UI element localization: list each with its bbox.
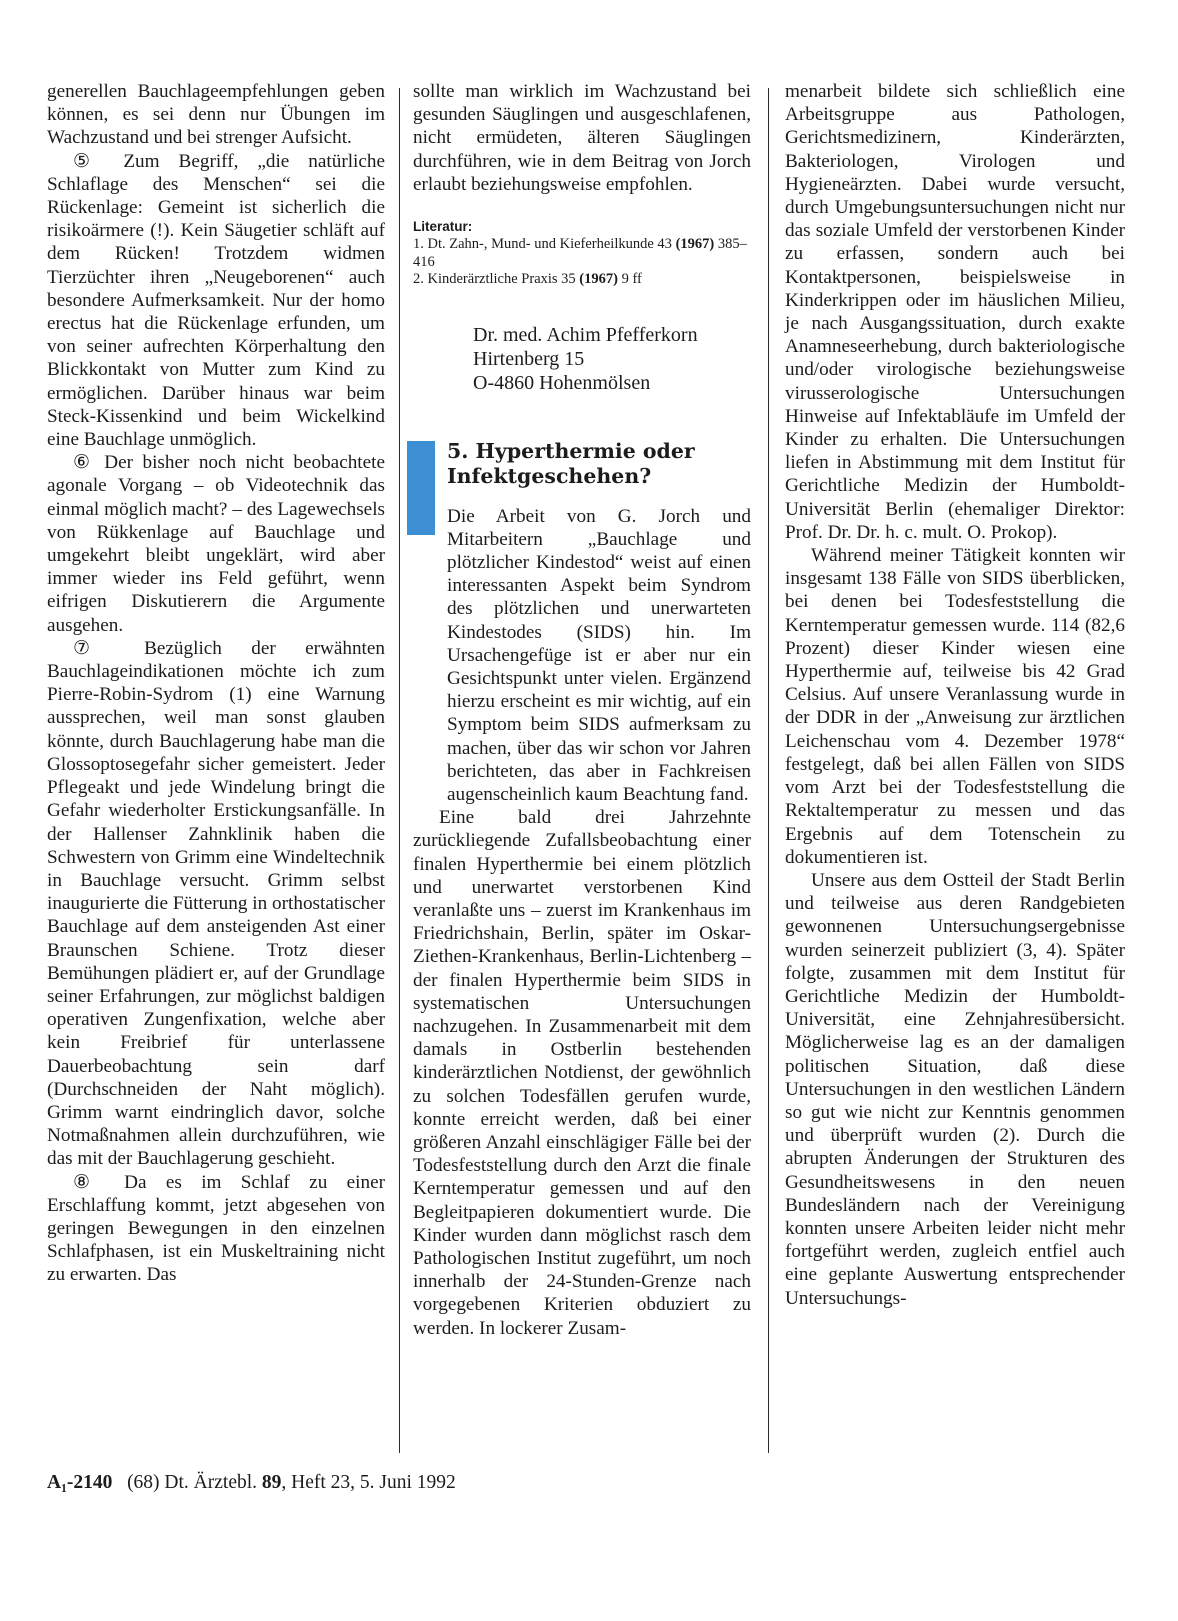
- section-title: 5. Hyperthermie oder Infektgeschehen?: [447, 438, 695, 488]
- page-footer: [47, 1471, 456, 1495]
- references-heading: Literatur:: [413, 219, 473, 235]
- paragraph: ⑥ Der bisher noch nicht beobachtete agonale Vorgang – ob Videotechnik das einmal möglich macht? – des Lagewechsels von Rükkenlage auf Bauchlage und umgekehrt bleibt ungeklärt, wird aber immer wieder ins Feld geführt, wenn eifrigen Diskutierern die Argumente ausgehen.: [47, 452, 385, 636]
- text-column-2: [413, 80, 751, 1340]
- paragraph: ⑧ Da es im Schlaf zu einer Erschlaffung kommt, jetzt abgesehen von geringen Bewegungen in den einzelnen Schlafphasen, ist ein Muskeltraining nicht zu erwarten. Das: [47, 1171, 385, 1286]
- journal-volume: 89: [261, 1472, 282, 1493]
- section-marker-bar: [407, 441, 435, 535]
- paragraph: Während meiner Tätigkeit konnten wir insgesamt 138 Fälle von SIDS überblicken, bei denen bei Todesfeststellung die Kerntemperatur gemessen wurde. 114 (82,6 Prozent) dieser Kinder wiesen eine Hyperthermie auf, teilweise bis 42 Grad Celsius. Auf unsere Veranlassung wurde in der DDR in der „Anweisung zur ärztlichen Leichenschau vom 4. Dezember 1978“ festgelegt, daß bei allen Fällen von SIDS vom Arzt bei der Todesfeststellung die Rektaltemperatur zu messen und das Ergebnis auf dem Totenschein zu dokumentieren ist.: [785, 545, 1125, 868]
- address-street: Hirtenberg 15: [473, 347, 585, 370]
- author-name: Dr. med. Achim Pfefferkorn: [473, 323, 698, 346]
- column-rule-2: [768, 88, 769, 1453]
- paragraph: ⑦ Bezüglich der erwähnten Bauchlageindikationen möchte ich zum Pierre-Robin-Sydrom (1) eine Warnung aussprechen, weil man sonst glauben könnte, durch Bauchlagerung habe man die Glossoptosegefahr sicher gemeistert. Jeder Pflegeakt und jede Windelung bringt die Gefahr wiederholter Erstickungsanfälle. In der Hallenser Zahnklinik haben die Schwestern von Grimm eine Windeltechnik in Bauchlage versucht. Grimm selbst inaugurierte die Fütterung in orthostatischer Bauchlage auf dem ansteigenden Ast einer Braunschen Schiene. Trotz dieser Bemühungen plädiert er, auf der Grundlage seiner Erfahrungen, zur möglichst baldigen operativen Zungenfixation, welche aber kein Freibrief für unterlassene Dauerbeobachtung sein darf (Durchschneiden der Naht möglich). Grimm warnt eindringlich davor, solche Notmaßnahmen allein durchzuführen, wie das mit der Bauchlagerung geschieht.: [47, 637, 385, 1170]
- section-5: [413, 439, 751, 1340]
- paragraph: generellen Bauchlageempfehlungen geben können, es sei denn nur Übungen im Wachzustand und bei strenger Aufsicht.: [47, 81, 385, 149]
- journal-issue: , Heft 23, 5. Juni 1992: [281, 1472, 456, 1493]
- address-city: O-4860 Hohenmölsen: [473, 371, 651, 394]
- paragraph: Unsere aus dem Ostteil der Stadt Berlin und teilweise aus deren Randgebieten gewonnenen Untersuchungsergebnisse wurden seinerzeit publiziert (3, 4). Später folgte, zusammen mit dem Institut für Gerichtliche Medizin der Humboldt-Universität, eine Zehnjahresübersicht. Möglicherweise lag es an der damaligen politischen Situation, daß diese Untersuchungen in den westlichen Ländern so gut wie nicht zur Kenntnis genommen und überprüft wurden (2). Durch die abrupten Änderungen der Strukturen des Gesundheitswesens in den neuen Bundesländern nach der Vereinigung konnten unsere Arbeiten leider nicht mehr fortgeführt werden, zugleich entfiel auch eine geplante Auswertung entsprechender Untersuchungs-: [785, 869, 1125, 1309]
- text-column-3: [785, 80, 1125, 1310]
- author-address: [473, 323, 751, 395]
- paragraph: ⑤ Zum Begriff, „die natürliche Schlaflage des Menschen“ sei die Rückenlage: Gemeint ist sicherlich die risikoärmere (!). Kein Säugetier schläft auf dem Rücken! Trotzdem widmen Tierzüchter ihren „Neugeborenen“ auch besondere Aufmerksamkeit. Nur der homo erectus hat die Rückenlage erfunden, um von seiner aufrechten Körperhaltung den Blickkontakt von Mutter zum Kind zu ermöglichen. Darüber hinaus war beim Steck-Kissenkind und beim Wickelkind eine Bauchlage unmöglich.: [47, 150, 385, 451]
- reference-item: 2. Kinderärztliche Praxis 35 (1967) 9 ff: [413, 271, 642, 288]
- page-number: A₁-2140: [47, 1472, 113, 1493]
- reference-item: 1. Dt. Zahn-, Mund- und Kieferheilkunde 43 (1967) 385–416: [413, 236, 747, 270]
- paragraph: sollte man wirklich im Wachzustand bei gesunden Säuglingen und ausgeschlafenen, nicht ermüdeten, älteren Säuglingen durchführen, wie in dem Beitrag von Jorch erlaubt beziehungsweise empfohlen.: [413, 81, 751, 195]
- text-column-1: [47, 80, 385, 1287]
- journal-name: (68) Dt. Ärztebl.: [127, 1472, 258, 1493]
- paragraph: Die Arbeit von G. Jorch und Mitarbeitern „Bauchlage und plötzlicher Kindestod“ weist auf einen interessanten Aspekt beim Syndrom des plötzlichen und unerwarteten Kindestodes (SIDS) hin. Im Ursachengefüge ist er aber nur ein Gesichtspunkt unter vielen. Ergänzend hierzu erscheint es mir wichtig, auf ein Symptom beim SIDS aufmerksam zu machen, über das wir schon vor Jahren berichteten, das aber in Fachkreisen augenscheinlich kaum Beachtung fand.: [447, 505, 751, 805]
- column-rule-1: [399, 88, 400, 1453]
- paragraph: Eine bald drei Jahrzehnte zurückliegende Zufallsbeobachtung einer finalen Hyperthermie bei einem plötzlich und unerwartet verstorbenen Kind veranlaßte uns – zuerst im Krankenhaus im Friedrichshain, Berlin, später im Oskar-Ziethen-Krankenhaus, Berlin-Lichtenberg – der finalen Hyperthermie beim SIDS in systematischen Untersuchungen nachzugehen. In Zusammenarbeit mit dem damals in Ostberlin bestehenden kinderärztlichen Notdienst, der gewöhnlich zu solchen Todesfällen gerufen wurde, konnte erreicht werden, daß bei einer größeren Anzahl einschlägiger Fälle bei der Todesfeststellung durch den Arzt die finale Kerntemperatur gemessen und auf den Begleitpapieren dokumentiert wurde. Die Kinder wurden dann möglichst rasch dem Pathologischen Institut zugeführt, um noch innerhalb der 24-Stunden-Grenze nach vorgegebenen Kriterien obduziert zu werden. In lockerer Zusam-: [413, 807, 751, 1339]
- paragraph: menarbeit bildete sich schließlich eine Arbeitsgruppe aus Pathologen, Gerichtsmedizinern, Kinderärzten, Bakteriologen, Virologen und Hygieneärzten. Dabei wurde versucht, durch Umgebungsuntersuchungen nicht nur das soziale Umfeld der verstorbenen Kinder zu erfassen, sondern auch bei Kontaktpersonen, beispielsweise in Kinderkrippen oder im häuslichen Milieu, je nach Ausgangssituation, durch exakte Anamneseerhebung, durch bakteriologische und/oder virologische beziehungsweise virusserologische Untersuchungen Hinweise auf Infektabläufe im Umfeld der Kinder zu erhalten. Die Untersuchungen liefen in Abstimmung mit dem Institut für Gerichtliche Medizin der Humboldt-Universität Berlin (ehemaliger Direktor: Prof. Dr. Dr. h. c. mult. O. Prokop).: [785, 81, 1125, 543]
